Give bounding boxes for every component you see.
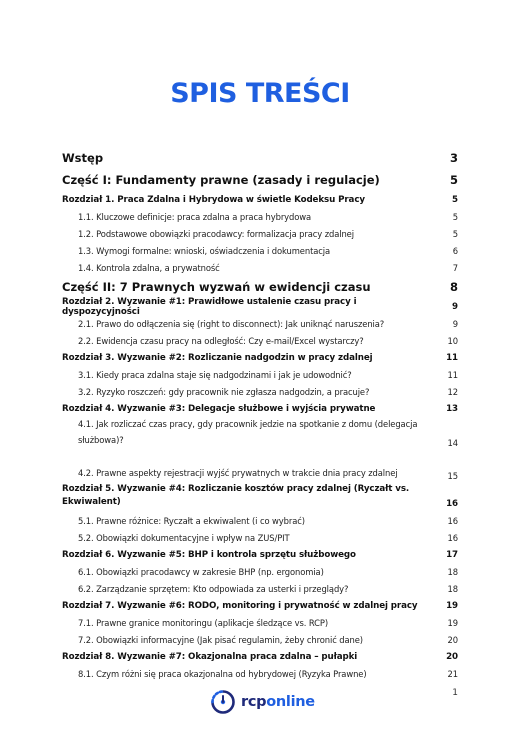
- toc-entry[interactable]: [62, 665, 458, 682]
- toc-entry-page: 18: [447, 566, 458, 577]
- toc-entry-text: 1.3. Wymogi formalne: wnioski, oświadczenia i dokumentacja: [78, 245, 331, 256]
- toc-entry[interactable]: [62, 191, 458, 208]
- toc-entry-page: 13: [446, 403, 458, 414]
- toc-entry-page: 5: [452, 228, 458, 239]
- toc-entry[interactable]: [62, 383, 458, 400]
- toc-entry[interactable]: [62, 400, 458, 417]
- toc-entry-page: 7: [452, 262, 458, 273]
- toc-entry[interactable]: [62, 648, 458, 665]
- logo-suffix: online: [266, 694, 315, 710]
- toc-entry-page: 19: [446, 600, 458, 611]
- toc-entry-text: 4.2. Prawne aspekty rejestracji wyjść prywatnych w trakcie dnia pracy zdalnej: [78, 468, 398, 478]
- toc-entry-page: 5: [452, 211, 458, 222]
- toc-entry-page: 10: [447, 335, 458, 346]
- toc-entry[interactable]: [62, 315, 458, 332]
- toc-entry[interactable]: [62, 483, 458, 512]
- toc-entry-text: 5.1. Prawne różnice: Ryczałt a ekwiwalent (i co wybrać): [78, 515, 305, 526]
- toc-entry-text: 2.2. Ewidencja czasu pracy na odległość: Czy e-mail/Excel wystarczy?: [78, 335, 364, 346]
- toc-entry-text: 8.1. Czym różni się praca okazjonalna od hybrydowej (Ryzyka Prawne): [78, 668, 367, 679]
- toc-entry-text: 7.2. Obowiązki informacyjne (Jak pisać regulamin, żeby chronić dane): [78, 634, 363, 645]
- table-of-contents: [62, 147, 458, 682]
- toc-entry-page: 11: [446, 352, 458, 363]
- toc-entry-text: Rozdział 7. Wyzwanie #6: RODO, monitoring i prywatność w zdalnej pracy: [62, 600, 418, 611]
- toc-entry-page: 5: [449, 173, 458, 187]
- toc-entry-page: 18: [447, 583, 458, 594]
- toc-entry[interactable]: [62, 208, 458, 225]
- toc-entry-text: 7.1. Prawne granice monitoringu (aplikacje śledzące vs. RCP): [78, 617, 328, 628]
- page-title: SPIS TREŚCI: [170, 78, 350, 109]
- toc-entry[interactable]: [62, 417, 458, 450]
- toc-entry-page: 15: [447, 471, 458, 481]
- toc-entry-text: 4.1. Jak rozliczać czas pracy, gdy pracownik jedzie na spotkanie z domu (delegacja służbowa)?: [78, 419, 418, 445]
- toc-entry-text: 1.1. Kluczowe definicje: praca zdalna a praca hybrydowa: [78, 211, 312, 222]
- toc-entry-page: 20: [447, 634, 458, 645]
- toc-entry[interactable]: [62, 614, 458, 631]
- toc-entry-text: Rozdział 8. Wyzwanie #7: Okazjonalna praca zdalna – pułapki: [62, 651, 358, 662]
- toc-entry[interactable]: [62, 512, 458, 529]
- toc-entry-page: 16: [447, 532, 458, 543]
- toc-entry[interactable]: [62, 169, 458, 191]
- toc-entry-text: Rozdział 4. Wyzwanie #3: Delegacje służbowe i wyjścia prywatne: [62, 403, 376, 414]
- toc-entry-text: Część I: Fundamenty prawne (zasady i regulacje): [62, 173, 380, 187]
- toc-entry-text: Rozdział 5. Wyzwanie #4: Rozliczanie kosztów pracy zdalnej (Ryczałt vs. Ekwiwalent): [62, 484, 410, 507]
- toc-entry[interactable]: [62, 529, 458, 546]
- toc-entry[interactable]: [62, 631, 458, 648]
- toc-entry-text: 6.1. Obowiązki pracodawcy w zakresie BHP (np. ergonomia): [78, 566, 324, 577]
- toc-entry-text: 3.2. Ryzyko roszczeń: gdy pracownik nie zgłasza nadgodzin, a pracuje?: [78, 386, 370, 397]
- clock-logo-icon: [210, 689, 236, 715]
- toc-entry-text: Część II: 7 Prawnych wyzwań w ewidencji czasu: [62, 280, 371, 294]
- toc-entry[interactable]: [62, 332, 458, 349]
- toc-entry-page: 5: [452, 194, 458, 205]
- toc-entry-page: 12: [447, 386, 458, 397]
- toc-entry[interactable]: [62, 147, 458, 169]
- toc-entry-text: Rozdział 1. Praca Zdalna i Hybrydowa w świetle Kodeksu Pracy: [62, 194, 365, 205]
- toc-entry[interactable]: [62, 242, 458, 259]
- toc-entry-text: 6.2. Zarządzanie sprzętem: Kto odpowiada za usterki i przeglądy?: [78, 583, 349, 594]
- toc-entry-page: 14: [447, 438, 458, 448]
- toc-entry-page: 11: [447, 369, 458, 380]
- toc-entry[interactable]: [62, 546, 458, 563]
- toc-entry[interactable]: [62, 349, 458, 366]
- toc-entry-page: 9: [452, 318, 458, 329]
- toc-entry-text: Wstęp: [62, 151, 104, 165]
- toc-entry-text: 2.1. Prawo do odłączenia się (right to disconnect): Jak uniknąć naruszenia?: [78, 318, 385, 329]
- toc-entry[interactable]: [62, 298, 458, 315]
- toc-entry-text: Rozdział 6. Wyzwanie #5: BHP i kontrola sprzętu służbowego: [62, 549, 356, 560]
- toc-entry-text: Rozdział 3. Wyzwanie #2: Rozliczanie nadgodzin w pracy zdalnej: [62, 352, 373, 363]
- page-number: 1: [452, 688, 458, 698]
- toc-entry[interactable]: [62, 563, 458, 580]
- toc-entry-page: 20: [446, 651, 458, 662]
- toc-entry-page: 17: [446, 549, 458, 560]
- toc-entry[interactable]: [62, 225, 458, 242]
- toc-entry[interactable]: [62, 366, 458, 383]
- toc-entry[interactable]: [62, 580, 458, 597]
- toc-entry-text: 1.2. Podstawowe obowiązki pracodawcy: formalizacja pracy zdalnej: [78, 228, 354, 239]
- toc-entry-page: 16: [447, 515, 458, 526]
- toc-entry-page: 19: [447, 617, 458, 628]
- toc-entry[interactable]: [62, 597, 458, 614]
- toc-entry-page: 3: [449, 151, 458, 165]
- toc-entry-page: 8: [449, 280, 458, 294]
- toc-entry-page: 21: [447, 668, 458, 679]
- toc-entry-text: 3.1. Kiedy praca zdalna staje się nadgodzinami i jak je udowodnić?: [78, 369, 352, 380]
- logo-wordmark: [241, 694, 315, 710]
- toc-entry[interactable]: [62, 276, 458, 298]
- toc-entry[interactable]: [62, 259, 458, 276]
- toc-entry-text: Rozdział 2. Wyzwanie #1: Prawidłowe ustalenie czasu pracy i dyspozycyjności: [62, 296, 357, 317]
- logo-prefix: rcp: [241, 694, 267, 710]
- toc-entry[interactable]: [62, 450, 458, 483]
- toc-entry-page: 9: [452, 301, 458, 312]
- toc-entry-text: 1.4. Kontrola zdalna, a prywatność: [78, 262, 220, 273]
- rcponline-logo: [210, 689, 315, 715]
- toc-entry-text: 5.2. Obowiązki dokumentacyjne i wpływ na ZUS/PIT: [78, 532, 290, 543]
- toc-entry-page: 16: [446, 499, 458, 509]
- toc-entry-page: 6: [452, 245, 458, 256]
